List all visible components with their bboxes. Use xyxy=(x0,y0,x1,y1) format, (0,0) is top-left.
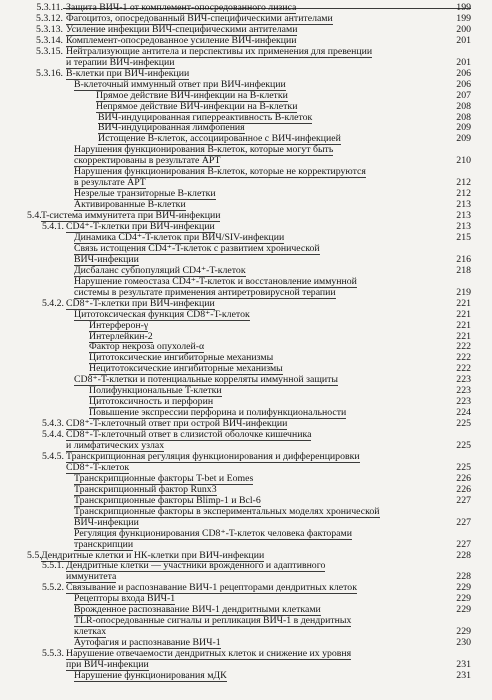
entry-title: Рецепторы входа ВИЧ-1 xyxy=(74,593,176,605)
entry-page-number: 228 xyxy=(456,571,471,583)
entry-page-number: 201 xyxy=(456,56,471,68)
entry-page-number: 215 xyxy=(456,231,471,243)
entry-number: 5.3.16. xyxy=(36,67,63,79)
entry-number: 5.4.3. xyxy=(41,418,64,430)
entry-title: Дендритные клетки и НК-клетки при ВИЧ-инфекции xyxy=(41,549,265,561)
entry-page-number: 210 xyxy=(456,155,471,167)
toc-entry[interactable] xyxy=(0,670,492,682)
entry-title: Непрямое действие ВИЧ-инфекции на В-клетки xyxy=(96,100,298,112)
entry-page-number: 227 xyxy=(456,538,471,550)
entry-page-number: 223 xyxy=(456,374,471,386)
entry-page-number: 208 xyxy=(456,100,471,112)
entry-title: Регуляция функционирования CD8⁺-T-клеток человека факторами xyxy=(74,527,352,539)
entry-title: Дендритные клетки — участники врожденного и адаптивного xyxy=(66,560,326,572)
entry-title: CD8⁺-T-клетки и потенциальные корреляты иммунной защиты xyxy=(74,374,338,386)
entry-title: при ВИЧ-инфекции xyxy=(66,659,149,670)
entry-title: CD8⁺-T-клетки при ВИЧ-инфекции xyxy=(66,297,215,309)
entry-page-number: 199 xyxy=(456,2,471,13)
entry-title: Интерферон-γ xyxy=(89,319,149,331)
entry-title: Динамика CD4⁺-T-клеток при ВИЧ/SIV-инфекции xyxy=(74,231,285,243)
entry-title: Защита ВИЧ-1 от комплемент-опосредованного лизиса xyxy=(66,2,297,13)
entry-number: 5.4.1. xyxy=(41,221,64,232)
entry-page-number: 231 xyxy=(456,659,471,670)
entry-title: Дисбаланс субпопуляций CD4⁺-T-клеток xyxy=(74,264,246,276)
entry-title: Нарушение гомеостаза CD4⁺-T-клеток и восстановление иммунной xyxy=(74,275,357,287)
entry-page-number: 212 xyxy=(456,177,471,189)
entry-title: ВИЧ-индуцированная лимфопения xyxy=(98,122,245,134)
entry-page-number: 231 xyxy=(456,669,471,681)
entry-title: Полифункциональные T-клетки xyxy=(89,385,222,397)
entry-title: Нарушение отвечаемости дендритных клеток и снижение их уровня xyxy=(66,648,352,660)
entry-title: скорректированы в результате АРТ xyxy=(74,155,221,167)
entry-title: Связь истощения CD4⁺-T-клеток с развитием хронической xyxy=(74,242,320,254)
entry-title: ВИЧ-индуцированная гиперреактивность В-клеток xyxy=(98,111,313,123)
entry-number: 5.5.2. xyxy=(41,582,64,594)
entry-page-number: 222 xyxy=(456,363,471,375)
entry-title: Повышение экспрессии перфорина и полифункциональности xyxy=(89,407,347,419)
entry-number: 5.3.11. xyxy=(36,2,63,13)
entry-page-number: 200 xyxy=(456,23,471,35)
entry-page-number: 222 xyxy=(456,341,471,353)
entry-title: Нецитотоксические ингибиторные механизмы xyxy=(89,363,283,375)
entry-page-number: 209 xyxy=(456,122,471,134)
entry-title: системы в результате применения антиретровирусной терапии xyxy=(74,286,336,298)
entry-title: транскрипции xyxy=(74,538,134,550)
entry-title: и терапии ВИЧ-инфекции xyxy=(66,56,175,68)
entry-number: 5.3.13. xyxy=(36,23,63,35)
entry-page-number: 221 xyxy=(456,319,471,331)
entry-page-number: 221 xyxy=(456,297,471,309)
entry-title: Транскрипционные факторы Blimp-1 и Bcl-6 xyxy=(74,494,261,506)
entry-title: Транскрипционные факторы в экспериментальных моделях хронической xyxy=(74,505,380,517)
entry-title: Нарушения функционирования В-клеток, которые не корректируются xyxy=(74,166,366,178)
entry-page-number: 208 xyxy=(456,111,471,123)
entry-title: T-система иммунитета при ВИЧ-инфекции xyxy=(41,210,221,222)
entry-title: Транскрипционная регуляция функционирования и дифференцировки xyxy=(66,450,360,462)
entry-title: Истощение В-клеток, ассоциированное с ВИЧ-инфекцией xyxy=(98,133,341,145)
entry-title: Фактор некроза опухолей-α xyxy=(89,341,205,353)
entry-page-number: 218 xyxy=(456,264,471,276)
entry-number: 5.5. xyxy=(27,549,42,561)
entry-title: Интерлейкин-2 xyxy=(89,330,153,342)
entry-title: Фагоцитоз, опосредованный ВИЧ-специфическими антителами xyxy=(66,12,333,24)
entry-title: Нарушения функционирования В-клеток, которые могут быть xyxy=(74,144,334,156)
entry-page-number: 228 xyxy=(456,549,471,561)
entry-number: 5.3.14. xyxy=(36,34,63,46)
entry-number: 5.4.2. xyxy=(41,297,64,309)
entry-title: Нарушение функционирования мДК xyxy=(74,669,227,681)
entry-page-number: 226 xyxy=(456,483,471,495)
entry-page-number: 213 xyxy=(456,210,471,222)
entry-title: Цитотоксические ингибиторные механизмы xyxy=(89,352,274,364)
entry-number: 5.4. xyxy=(27,210,42,222)
entry-title: Цитотоксичность и перфорин xyxy=(89,396,214,408)
entry-page-number: 227 xyxy=(456,516,471,528)
entry-title: Связывание и распознавание ВИЧ-1 рецепторами дендритных клеток xyxy=(66,582,357,594)
entry-title: клетках xyxy=(74,626,107,638)
entry-title: CD4⁺-T-клетки при ВИЧ-инфекции xyxy=(66,221,215,232)
entry-page-number: 229 xyxy=(456,593,471,605)
entry-number: 5.5.1. xyxy=(41,560,64,572)
entry-page-number: 221 xyxy=(456,330,471,342)
entry-page-number: 213 xyxy=(456,199,471,211)
entry-page-number: 222 xyxy=(456,352,471,364)
entry-title: и лимфатических узлах xyxy=(66,440,165,451)
entry-title: TLR-опосредованные сигналы и репликация ВИЧ-1 в дендритных xyxy=(74,615,352,627)
entry-title: иммунитета xyxy=(66,571,117,583)
entry-title: Аутофагия и распознавание ВИЧ-1 xyxy=(74,637,221,649)
entry-title: Незрелые транзиторные В-клетки xyxy=(74,188,216,200)
entry-title: Нейтрализующие антитела и перспективы их применения для превенции xyxy=(66,45,373,57)
entry-page-number: 223 xyxy=(456,385,471,397)
entry-page-number: 229 xyxy=(456,604,471,616)
entry-page-number: 216 xyxy=(456,253,471,265)
entry-page-number: 206 xyxy=(456,78,471,90)
entry-page-number: 201 xyxy=(456,34,471,46)
entry-page-number: 229 xyxy=(456,582,471,594)
entry-title: Цитотоксическая функция CD8⁺-T-клеток xyxy=(74,308,250,320)
entry-title: Усиление инфекции ВИЧ-специфическими антителами xyxy=(66,23,298,35)
entry-title: CD8⁺-T-клеточный ответ при острой ВИЧ-инфекции xyxy=(66,418,288,430)
entry-number: 5.3.12. xyxy=(36,12,63,24)
entry-page-number: 219 xyxy=(456,286,471,298)
entry-page-number: 206 xyxy=(456,67,471,79)
entry-page-number: 225 xyxy=(456,418,471,430)
entry-page-number: 230 xyxy=(456,637,471,649)
entry-title: В-клеточный иммунный ответ при ВИЧ-инфекции xyxy=(74,78,286,90)
entry-page-number: 213 xyxy=(456,221,471,232)
entry-title: Комплемент-опосредованное усиление ВИЧ-инфекции xyxy=(66,34,297,46)
entry-page-number: 199 xyxy=(456,12,471,24)
entry-title: Врожденное распознавание ВИЧ-1 дендритными клетками xyxy=(74,604,321,616)
entry-page-number: 225 xyxy=(456,461,471,473)
entry-title: Активированные В-клетки xyxy=(74,199,186,211)
entry-page-number: 224 xyxy=(456,407,471,419)
entry-page-number: 221 xyxy=(456,308,471,320)
entry-title: В-клетки при ВИЧ-инфекции xyxy=(66,67,190,79)
entry-number: 5.4.5. xyxy=(41,450,64,462)
entry-page-number: 225 xyxy=(456,440,471,451)
entry-title: CD8⁺-T-клеточный ответ в слизистой оболочке кишечника xyxy=(66,429,312,441)
entry-title: CD8⁺-T-клеток xyxy=(66,461,130,473)
entry-page-number: 226 xyxy=(456,472,471,484)
entry-page-number: 207 xyxy=(456,89,471,101)
entry-page-number: 209 xyxy=(456,133,471,145)
entry-page-number: 227 xyxy=(456,494,471,506)
entry-title: в результате АРТ xyxy=(74,177,146,189)
entry-title: Транскрипционный фактор Runx3 xyxy=(74,483,217,495)
entry-number: 5.4.4. xyxy=(41,429,64,441)
entry-title: Транскрипционные факторы T-bet и Eomes xyxy=(74,472,254,484)
entry-title: Прямое действие ВИЧ-инфекции на В-клетки xyxy=(96,89,288,101)
entry-page-number: 212 xyxy=(456,188,471,200)
entry-page-number: 229 xyxy=(456,626,471,638)
entry-page-number: 223 xyxy=(456,396,471,408)
entry-number: 5.5.3. xyxy=(41,648,64,660)
entry-number: 5.3.15. xyxy=(36,45,63,57)
entry-title: ВИЧ-инфекции xyxy=(74,253,139,265)
entry-title: ВИЧ-инфекции xyxy=(74,516,139,528)
